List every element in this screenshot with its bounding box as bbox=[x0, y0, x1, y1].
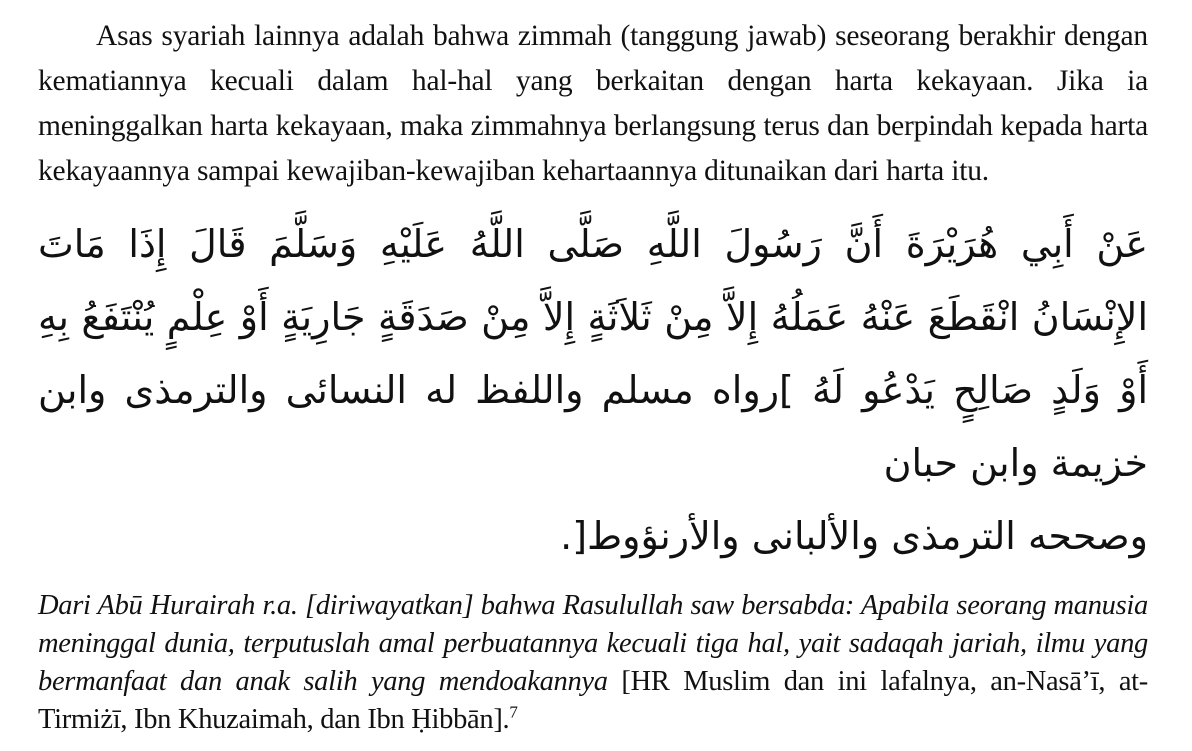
hadith-arabic-main: عَنْ أَبِي هُرَيْرَةَ أَنَّ رَسُولَ اللَّهِ صَلَّى اللَّهُ عَلَيْهِ وَسَلَّمَ قَالَ إِذَا مَاتَ الإِنْسَانُ انْقَطَعَ عَنْهُ عَمَلُهُ إِلاَّ مِنْ ثَلاَثَةٍ إِلاَّ مِنْ صَدَقَةٍ جَارِيَةٍ أَوْ عِلْمٍ يُنْتَفَعُ بِهِ أَوْ وَلَدٍ صَالِحٍ يَدْعُو لَهُ ]رواه مسلم واللفظ له النسائى والترمذى وابن خزيمة وابن حبان bbox=[38, 222, 1148, 485]
hadith-arabic-text bbox=[38, 208, 1148, 573]
translation-citation: [HR Muslim dan ini lafalnya, an-Nasā’ī, at-Tirmiżī, Ibn Khuzaimah, dan Ibn Ḥibbān]. bbox=[38, 666, 1148, 735]
document-page bbox=[38, 14, 1148, 739]
translation-italic-text: Dari Abū Hurairah r.a. [diriwayatkan] bahwa Rasulullah saw bersabda: Apabila seorang manusia meninggal dunia, terputuslah amal perbuatannya kecuali tiga hal, yait sadaqah jariah, ilmu yang bermanfaat dan anak salih yang mendoakannya bbox=[38, 590, 1148, 697]
hadith-translation bbox=[38, 587, 1148, 739]
footnote-marker: 7 bbox=[509, 702, 518, 722]
body-paragraph: Asas syariah lainnya adalah bahwa zimmah (tanggung jawab) seseorang berakhir dengan kematiannya kecuali dalam hal-hal yang berkaitan dengan harta kekayaan. Jika ia meninggalkan harta kekayaan, maka zimmahnya berlangsung terus dan berpindah kepada harta kekayaannya sampai kewajiban-kewajiban kehartaannya ditunaikan dari harta itu. bbox=[38, 20, 1148, 187]
hadith-arabic-last-line: وصححه الترمذى والألبانى والأرنؤوط[. bbox=[560, 514, 1148, 558]
